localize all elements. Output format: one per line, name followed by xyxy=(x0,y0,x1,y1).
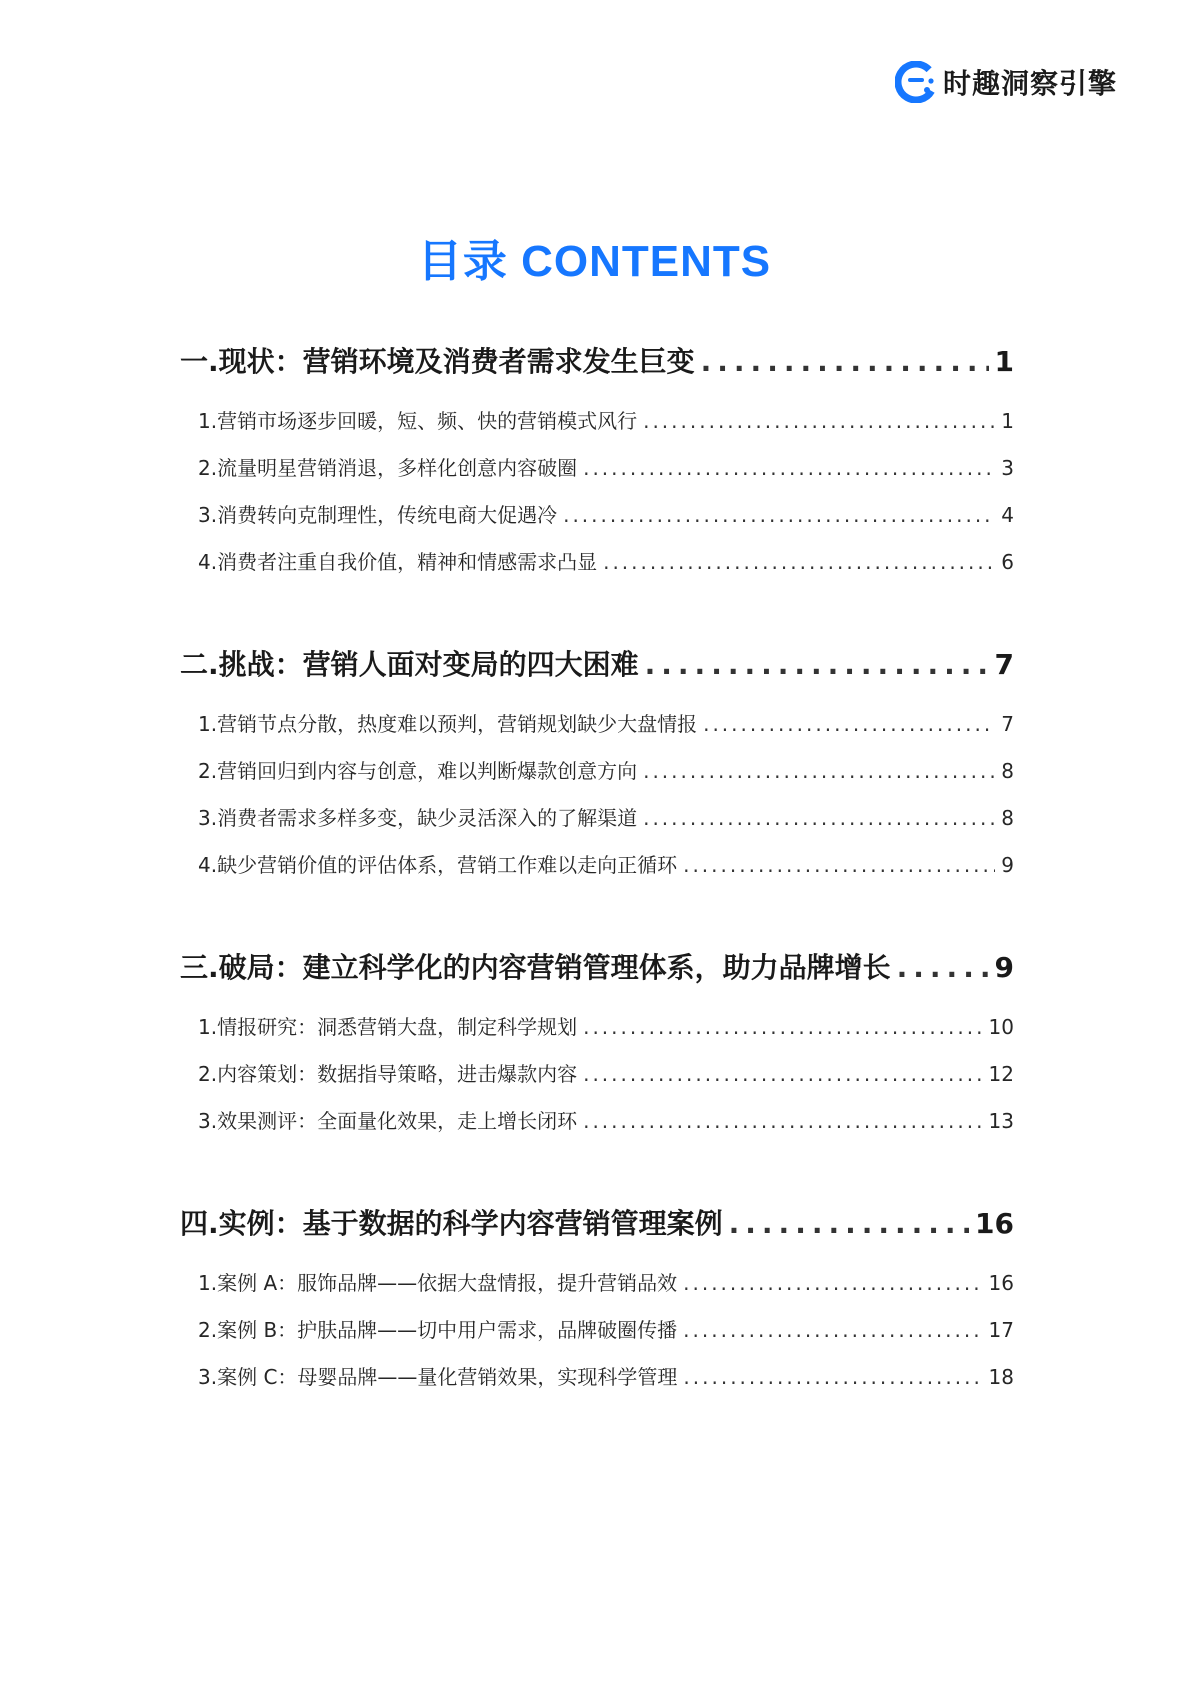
dot-leader xyxy=(563,492,995,539)
dot-leader xyxy=(643,398,995,445)
toc-item-label: 2.案例 B：护肤品牌——切中用户需求，品牌破圈传播 xyxy=(198,1318,678,1342)
dot-leader xyxy=(603,539,995,586)
toc-page-number: 1 xyxy=(994,345,1014,378)
toc-item[interactable] xyxy=(180,1098,1014,1145)
dot-leader xyxy=(645,643,989,687)
toc-page-number: 18 xyxy=(988,1365,1014,1389)
toc-page-number: 17 xyxy=(988,1318,1014,1342)
table-of-contents xyxy=(180,340,1014,1458)
toc-section-heading[interactable] xyxy=(180,1202,1014,1246)
toc-item-label: 2.内容策划：数据指导策略，进击爆款内容 xyxy=(198,1062,578,1086)
dot-leader xyxy=(897,946,989,990)
toc-item-label: 1.营销市场逐步回暖，短、频、快的营销模式风行 xyxy=(198,409,638,433)
toc-page-number: 7 xyxy=(1001,712,1014,736)
dot-leader xyxy=(583,445,995,492)
toc-page-number: 6 xyxy=(1001,550,1014,574)
toc-section-title: 四.实例：基于数据的科学内容营销管理案例 xyxy=(180,1207,723,1240)
toc-item[interactable] xyxy=(180,492,1014,539)
dot-leader xyxy=(643,748,995,795)
toc-page-number: 9 xyxy=(994,951,1014,984)
toc-section-title: 二.挑战：营销人面对变局的四大困难 xyxy=(180,648,639,681)
toc-item[interactable] xyxy=(180,445,1014,492)
dot-leader xyxy=(583,1098,982,1145)
toc-item[interactable] xyxy=(180,398,1014,445)
brand-name: 时趣洞察引擎 xyxy=(943,67,1118,100)
toc-page-number: 4 xyxy=(1001,503,1014,527)
toc-item[interactable] xyxy=(180,701,1014,748)
toc-item[interactable] xyxy=(180,842,1014,889)
dot-leader xyxy=(683,842,995,889)
toc-page-number: 3 xyxy=(1001,456,1014,480)
toc-item-label: 2.营销回归到内容与创意，难以判断爆款创意方向 xyxy=(198,759,638,783)
toc-page-number: 16 xyxy=(988,1271,1014,1295)
toc-section-1 xyxy=(180,340,1014,586)
toc-page-number: 9 xyxy=(1001,853,1014,877)
dot-leader xyxy=(701,340,989,384)
toc-section-title: 一.现状：营销环境及消费者需求发生巨变 xyxy=(180,345,695,378)
toc-page-number: 1 xyxy=(1001,409,1014,433)
toc-page-number: 8 xyxy=(1001,759,1014,783)
dot-leader xyxy=(729,1202,969,1246)
dot-leader xyxy=(643,795,995,842)
dot-leader xyxy=(683,1260,982,1307)
toc-item-label: 1.案例 A：服饰品牌——依据大盘情报，提升营销品效 xyxy=(198,1271,678,1295)
toc-page-number: 7 xyxy=(994,648,1014,681)
toc-item-label: 4.消费者注重自我价值，精神和情感需求凸显 xyxy=(198,550,598,574)
dot-leader xyxy=(683,1354,982,1401)
toc-item[interactable] xyxy=(180,1004,1014,1051)
sq-logo-icon xyxy=(895,61,937,103)
toc-item[interactable] xyxy=(180,1260,1014,1307)
toc-item-label: 4.缺少营销价值的评估体系，营销工作难以走向正循环 xyxy=(198,853,678,877)
toc-item[interactable] xyxy=(180,539,1014,586)
toc-section-3 xyxy=(180,946,1014,1145)
dot-leader xyxy=(583,1051,982,1098)
toc-page-number: 8 xyxy=(1001,806,1014,830)
toc-page-number: 13 xyxy=(988,1109,1014,1133)
dot-leader xyxy=(703,701,995,748)
toc-section-title: 三.破局：建立科学化的内容营销管理体系，助力品牌增长 xyxy=(180,951,891,984)
toc-item[interactable] xyxy=(180,1051,1014,1098)
toc-section-2 xyxy=(180,643,1014,889)
toc-item-label: 3.消费转向克制理性，传统电商大促遇冷 xyxy=(198,503,558,527)
dot-leader xyxy=(683,1307,982,1354)
toc-item[interactable] xyxy=(180,748,1014,795)
page-title: 目录 CONTENTS xyxy=(417,237,772,286)
toc-item[interactable] xyxy=(180,1307,1014,1354)
toc-item-label: 1.营销节点分散，热度难以预判，营销规划缺少大盘情报 xyxy=(198,712,698,736)
toc-item-label: 3.消费者需求多样多变，缺少灵活深入的了解渠道 xyxy=(198,806,638,830)
toc-item[interactable] xyxy=(180,1354,1014,1401)
toc-item[interactable] xyxy=(180,795,1014,842)
toc-item-label: 3.效果测评：全面量化效果，走上增长闭环 xyxy=(198,1109,578,1133)
toc-section-heading[interactable] xyxy=(180,643,1014,687)
toc-section-heading[interactable] xyxy=(180,340,1014,384)
toc-section-heading[interactable] xyxy=(180,946,1014,990)
dot-leader xyxy=(583,1004,982,1051)
toc-item-label: 3.案例 C：母婴品牌——量化营销效果，实现科学管理 xyxy=(198,1365,678,1389)
toc-page-number: 16 xyxy=(975,1207,1014,1240)
toc-section-4 xyxy=(180,1202,1014,1401)
toc-item-label: 1.情报研究：洞悉营销大盘，制定科学规划 xyxy=(198,1015,578,1039)
toc-page-number: 12 xyxy=(988,1062,1014,1086)
toc-item-label: 2.流量明星营销消退，多样化创意内容破圈 xyxy=(198,456,578,480)
toc-page-number: 10 xyxy=(988,1015,1014,1039)
brand-logo xyxy=(895,60,1117,104)
